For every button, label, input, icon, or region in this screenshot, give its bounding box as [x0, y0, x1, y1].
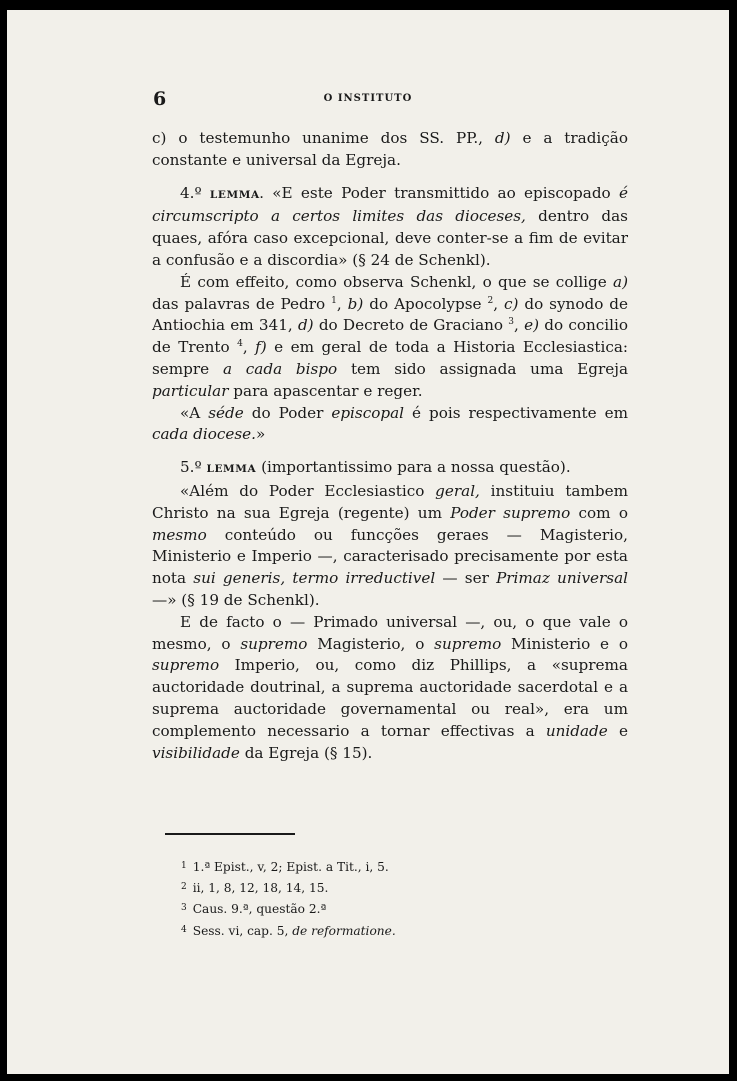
page [7, 10, 729, 1074]
paragraph-lemma-4: 4.º LEMMA. «E este Poder transmittido ao episcopado é circumscripto a certos limites das dioceses, dentro das quaes, afóra caso excepcional, deve conter-se a fim de evitar a confusão e a discordia» (§ 24 de Schenkl). [152, 183, 628, 269]
paragraph-3: É com effeito, como observa Schenkl, o que se collige a) das palavras de Pedro $^1$, b) do Apocolypse $^2$, c) do synodo de Antiochia em 341, d) do Decreto de Graciano $^3$, e) do concilio de Trento $^4$, f) e em geral de toda a Historia Ecclesiastica: sempre a cada bispo tem sido assignada uma Egreja particular para apascentar e reger. [152, 272, 629, 400]
paragraph-1: c) o testemunho unanime dos SS. PP., d) e a tradição constante e universal da Egreja. [152, 129, 628, 169]
footnote-rule [165, 833, 295, 835]
paragraph-6: «Além do Poder Ecclesiastico geral, instituiu tambem Christo na sua Egreja (regente) um Poder supremo com o mesmo conteúdo ou funcções geraes — Magisterio, Ministerio e Imperio —, caracterisado precisamente por esta nota sui generis, termo irreductivel — ser Primaz universal —» (§ 19 de Schenkl). [152, 481, 629, 609]
footnote-3: $^3$ Caus. 9.ª, questão 2.ª [181, 902, 327, 917]
footnote-4: $^4$ Sess. vi, cap. 5, de reformatione. [181, 923, 396, 938]
running-head: O INSTITUTO [323, 93, 413, 104]
page-header [7, 88, 729, 112]
page-number: 6 [153, 88, 167, 110]
body-text [152, 128, 628, 764]
footnote-2: $^2$ ii, 1, 8, 12, 18, 14, 15. [181, 881, 329, 896]
footnote-1: $^1$ 1.ª Epist., v, 2; Epist. a Tit., i, 5. [181, 860, 389, 874]
paragraph-4: «A séde do Poder episcopal é pois respectivamente em cada diocese.» [152, 403, 628, 444]
footnotes [181, 856, 601, 941]
paragraph-lemma-5: 5.º LEMMA (importantissimo para a nossa questão). [180, 458, 571, 477]
paragraph-7: E de facto o — Primado universal —, ou, o que vale o mesmo, o supremo Magisterio, o supremo Ministerio e o supremo Imperio, ou, como diz Phillips, a «suprema auctoridade doutrinal, a suprema auctoridade sacerdotal e a suprema auctoridade governamental ou real», era um complemento necessario a tornar effectivas a unidade e visibilidade da Egreja (§ 15). [152, 612, 628, 762]
